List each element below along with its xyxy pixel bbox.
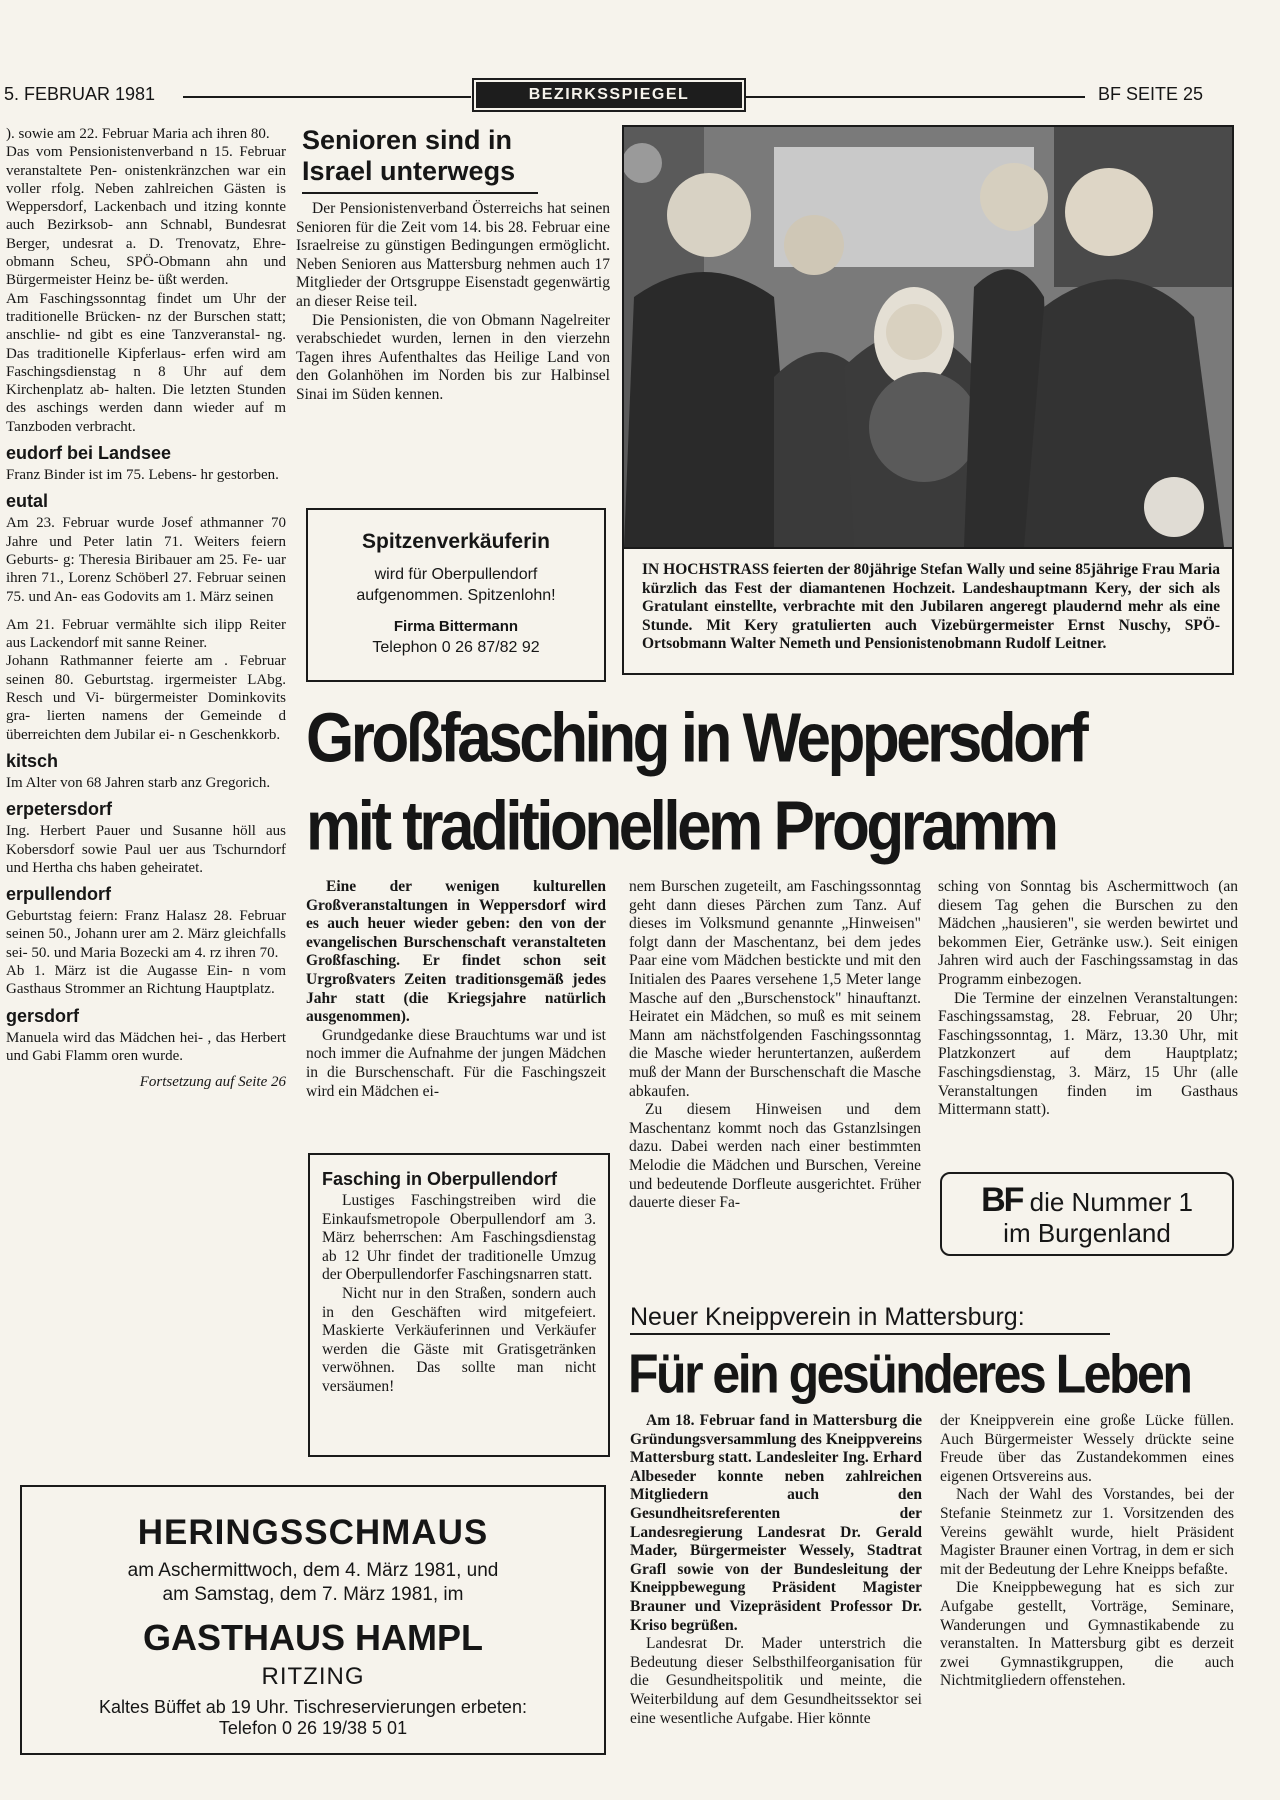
main-col2-p2: Zu diesem Hinweisen und dem Maschentanz kommt noch das Gstanzlsingen dazu. Dabei werden nach einer bestimmten Melodie die Mädchen und Burschen, Vereine und bedeutende Dorfleute ausgerichtet. Früher dauerte dieser Fa- bbox=[629, 1101, 921, 1212]
header-rule-right bbox=[745, 96, 1085, 98]
fasching-box-body bbox=[322, 1192, 596, 1397]
main-col1-body: Grundgedanke diese Brauchtums war und ist noch immer die Aufnahme der jungen Mädchen in die Burschenschaft. Für die Faschingszeit wird ein Mädchen ei- bbox=[306, 1026, 606, 1100]
bf-box bbox=[940, 1172, 1234, 1256]
section-banner-label: BEZIRKSSPIEGEL bbox=[528, 86, 690, 103]
header-date: 5. FEBRUAR 1981 bbox=[4, 84, 156, 104]
left-para: ). sowie am 22. Februar Maria ach ihren 80. bbox=[6, 126, 270, 142]
hering-ad bbox=[20, 1485, 606, 1755]
hering-line1: am Aschermittwoch, dem 4. März 1981, und bbox=[127, 1560, 499, 1581]
left-para: Im Alter von 68 Jahren starb anz Gregorich. bbox=[6, 774, 271, 791]
main-headline-line2: mit traditionellem Programm bbox=[306, 788, 1056, 866]
header-rule-left bbox=[183, 96, 471, 98]
left-heading: gersdorf bbox=[6, 1005, 80, 1026]
photo-caption-box bbox=[622, 545, 1234, 675]
fasching-box-p1: Lustiges Faschingstreiben wird die Einkaufsmetropole Oberpullendorf am 3. März beherrschen: Am Faschingsdienstag ab 12 Uhr findet der traditionelle Umzug der Oberpullendorfer Faschingsnarren statt. bbox=[322, 1192, 596, 1284]
photo-image bbox=[624, 127, 1232, 547]
hering-venue: GASTHAUS HAMPL bbox=[143, 1617, 483, 1658]
left-para: Johann Rathmanner feierte am . Februar seinen 80. Geburtstag. irgermeister LAbg. Resch und Vi- bürgermeister Dominkovits gra- lierten namens der Gemeinde d überreichten dem Jubilar ei- n Geschenkkorb. bbox=[6, 653, 286, 743]
job-ad-phone: Telephon 0 26 87/82 92 bbox=[372, 639, 540, 656]
bf-line2: im Burgenland bbox=[1003, 1218, 1171, 1248]
left-heading: eudorf bei Landsee bbox=[6, 443, 172, 464]
fasching-box bbox=[308, 1153, 610, 1457]
left-para: Am 21. Februar vermählte sich ilipp Reiter aus Lackendorf mit sanne Reiner. bbox=[6, 616, 286, 652]
hering-title: HERINGSSCHMAUS bbox=[137, 1513, 489, 1552]
left-heading: eutal bbox=[6, 491, 49, 512]
main-col3-p1: sching von Sonntag bis Aschermittwoch (an diesem Tag gehen die Burschen zu den Mädchen „hausieren", sie werden bewirtet und bekommen Eier, Getränke usw.). Seit einigen Jahren wird auch der Faschingssamstag in das Programm einbezogen. bbox=[938, 878, 1238, 988]
main-article-col3 bbox=[938, 878, 1238, 1120]
job-ad-company: Firma Bittermann bbox=[393, 618, 519, 635]
fasching-box-title: Fasching in Oberpullendorf bbox=[322, 1169, 558, 1189]
left-para: Geburtstag feiern: Franz Halasz 28. Februar seinen 50., Johann urer am 2. März gleichfalls sei- 50. und Maria Bozecki am 4. rz ihren 70. bbox=[6, 908, 286, 961]
kneipp-kicker: Neuer Kneippverein in Mattersburg: bbox=[630, 1303, 1025, 1331]
main-article-col2 bbox=[629, 878, 921, 1213]
job-ad-title: Spitzenverkäuferin bbox=[362, 530, 550, 553]
israel-body bbox=[296, 200, 610, 405]
left-para: Ing. Herbert Pauer und Susanne höll aus Kobersdorf sowie Paul uer aus Tschurndorf und Hertha chs haben geheiratet. bbox=[6, 823, 286, 876]
kneipp-kicker-rule bbox=[630, 1333, 1110, 1335]
hering-line3: Kaltes Büffet ab 19 Uhr. Tischreservierungen erbeten: bbox=[99, 1697, 527, 1717]
kneipp-col2 bbox=[940, 1412, 1234, 1691]
left-para: Das vom Pensionistenverband n 15. Februar veranstaltete Pen- onistenkränzchen war ein voller rfolg. Neben zahlreichen Gästen is Weppersdorf, Lackenbach und itzing konnte auch Bezirksob- ann Schnabl, Bundesrat Berger, undesrat a. D. Trenovatz, Ehre- obmann Scheu, SPÖ-Obmann ahn und Bürgermeister Heinz be- üßt werden. bbox=[6, 144, 286, 289]
hering-phone: Telefon 0 26 19/38 5 01 bbox=[218, 1718, 408, 1738]
hering-line2: am Samstag, dem 7. März 1981, im bbox=[162, 1584, 464, 1605]
hering-place: RITZING bbox=[261, 1663, 365, 1690]
fasching-box-p2: Nicht nur in den Straßen, sondern auch in den Geschäften wird mitgefeiert. Maskierte Verkäuferinnen und Verkäufer werden die Gäste mit Gratisgetränken verwöhnen. Das sollte man nicht versäumen! bbox=[322, 1284, 596, 1395]
main-headline-line1: Großfasching in Weppersdorf bbox=[306, 700, 1086, 778]
main-col3-p2: Die Termine der einzelnen Veranstaltungen: Faschingssamstag, 28. Februar, 20 Uhr; Faschingssonntag, 1. März, 13.30 Uhr, mit Platzkonzert auf dem Hauptplatz; Faschingsdienstag, 3. März, 15 Uhr (alle Veranstaltungen finden im Gasthaus Mittermann statt). bbox=[938, 989, 1238, 1119]
left-heading: erpetersdorf bbox=[6, 799, 113, 820]
left-column bbox=[6, 125, 286, 1091]
israel-para: Die Pensionisten, die von Obmann Nagelreiter verabschiedet wurden, lernen in den vierzehn Tagen ihres Aufenthaltes das Heilige Land von den Golanhöhen im Norden bis zur Halbinsel Sinai im Süden kennen. bbox=[296, 311, 610, 403]
kneipp-col2-p1: der Kneippverein eine große Lücke füllen. Auch Bürgermeister Wessely drückte seine Freude über das Zustandekommen eines eigenen Ortsvereins aus. bbox=[940, 1412, 1234, 1485]
kneipp-col1 bbox=[630, 1412, 922, 1728]
kneipp-headline: Für ein gesünderes Leben bbox=[628, 1343, 1191, 1405]
left-para: Ab 1. März ist die Augasse Ein- n vom Gasthaus Strommer an Richtung Hauptplatz. bbox=[6, 962, 286, 998]
main-lead: Eine der wenigen kulturellen Großveranstaltungen in Weppersdorf wird es auch heuer wieder geben: den von der evangelischen Burschenschaft veranstalteten Großfasching. Er findet schon seit Urgroßvaters Zeiten traditionsgemäß jedes Jahr statt (die Kriegsjahre natürlich ausgenommen). bbox=[306, 878, 606, 1026]
left-heading: kitsch bbox=[6, 750, 59, 771]
photo-frame bbox=[622, 125, 1234, 549]
kneipp-col1-body: Landesrat Dr. Mader unterstrich die Bedeutung dieser Selbsthilfeorganisation für die Gesundheitspolitik und meinte, die Weiterbildung auf dem Gesundheitssektor sei eine wesentliche Aufgabe. Hier könnte bbox=[630, 1635, 922, 1727]
bf-line1: die Nummer 1 bbox=[1029, 1187, 1193, 1217]
kneipp-col2-p3: Die Kneippbewegung hat es sich zur Aufgabe gestellt, Vorträge, Seminare, Wanderungen und Gymnastikabende zu veranstalten. In Mattersburg gibt es derzeit zwei Gymnastikgruppen, die auch Nichtmitgliedern offenstehen. bbox=[940, 1579, 1234, 1690]
header-page-number: BF SEITE 25 bbox=[1098, 84, 1204, 104]
left-para: Am 23. Februar wurde Josef athmanner 70 Jahre und Peter latin 71. Weiters feiern Geburts- g: Theresia Biribauer am 25. Fe- uar ihren 71., Lorenz Schöberl 27. Februar seinen 75. und An- eas Godovits am 1. März seinen bbox=[6, 515, 286, 605]
job-ad-text: wird für Oberpullendorf aufgenommen. Spitzenlohn! bbox=[356, 566, 556, 604]
photo-caption: IN HOCHSTRASS feierten der 80jährige Stefan Wally und seine 85jährige Frau Maria kürzlich das Fest der diamantenen Hochzeit. Landeshauptmann Kery, der sich als Gratulant einstellte, verbrachte mit den Jubilaren angeregt plaudernd mehr als eine Stunde. Mit Kery gratulierten auch Vizebürgermeister Ernst Nuschy, SPÖ-Ortsobmann Walter Nemeth und Pensionistenobmann Rudolf Leitner. bbox=[642, 561, 1220, 652]
israel-headline: Senioren sind in Israel unterwegs bbox=[302, 125, 516, 186]
left-para: Franz Binder ist im 75. Lebens- hr gestorben. bbox=[6, 467, 279, 484]
bf-logo: BF bbox=[981, 1181, 1023, 1219]
continued-note: Fortsetzung auf Seite 26 bbox=[139, 1074, 286, 1091]
left-para: Manuela wird das Mädchen hei- , das Herbert und Gabi Flamm oren wurde. bbox=[6, 1029, 286, 1064]
job-ad bbox=[306, 508, 606, 682]
kneipp-col2-p2: Nach der Wahl des Vorstandes, bei der Stefanie Steinmetz zur 1. Vorsitzenden des Vereins gewählt wurde, hielt Präsident Magister Brauner einen Vortrag, in dem er sich mit der Bedeutung der Lehre Kneipps befaßte. bbox=[940, 1486, 1234, 1578]
left-heading: erpullendorf bbox=[6, 884, 112, 905]
section-banner bbox=[472, 78, 746, 112]
left-para: Am Faschingssonntag findet um Uhr der traditionelle Brücken- nz der Burschen statt; anschlie- nd gibt es eine Tanzveranstal- ng. Das traditionelle Kipferlaus- erfen wird am Faschingsdienstag n 8 Uhr auf dem Kirchenplatz ab- halten. Die letzten Stunden des aschings werden dann wieder auf m Tanzboden verbracht. bbox=[6, 290, 286, 435]
main-col2-p1: nem Burschen zugeteilt, am Faschingssonntag geht dann dieses Pärchen zum Tanz. Auf dieses im Volksmund genannte „Hinweisen" folgt dann der Maschentanz, bei dem jedes Paar eine vom Mädchen bestickte und mit den Initialen des Paares versehene 1,5 Meter lange Masche auf den „Burschenstock" hinauftanzt. Heiratet ein Mädchen, so muß es mit seinem Mann am nächstfolgenden Faschingssonntag die Masche wieder heruntertanzen, außerdem muß der Mann der Burschenschaft die Masche abkaufen. bbox=[629, 878, 921, 1100]
israel-headline-rule bbox=[302, 192, 538, 194]
main-article-col1 bbox=[306, 878, 606, 1101]
israel-para: Der Pensionistenverband Österreichs hat seinen Senioren für die Zeit vom 14. bis 28. Februar eine Israelreise zu günstigen Bedingungen ermöglicht. Neben Senioren aus Mattersburg nehmen auch 17 Mitglieder der Ortsgruppe Eisenstadt gegenwärtig an dieser Reise teil. bbox=[296, 200, 610, 310]
kneipp-lead: Am 18. Februar fand in Mattersburg die Gründungsversammlung des Kneippvereins Mattersburg statt. Landesleiter Ing. Erhard Albeseder konnte neben zahlreichen Mitgliedern auch den Gesundheitsreferenten der Landesregierung Landesrat Dr. Gerald Mader, Bürgermeister Wessely, Stadtrat Grafl sowie von der Bundesleitung der Kneippbewegung Präsident Magister Brauner und Vizepräsident Professor Dr. Kriso begrüßen. bbox=[630, 1412, 922, 1634]
